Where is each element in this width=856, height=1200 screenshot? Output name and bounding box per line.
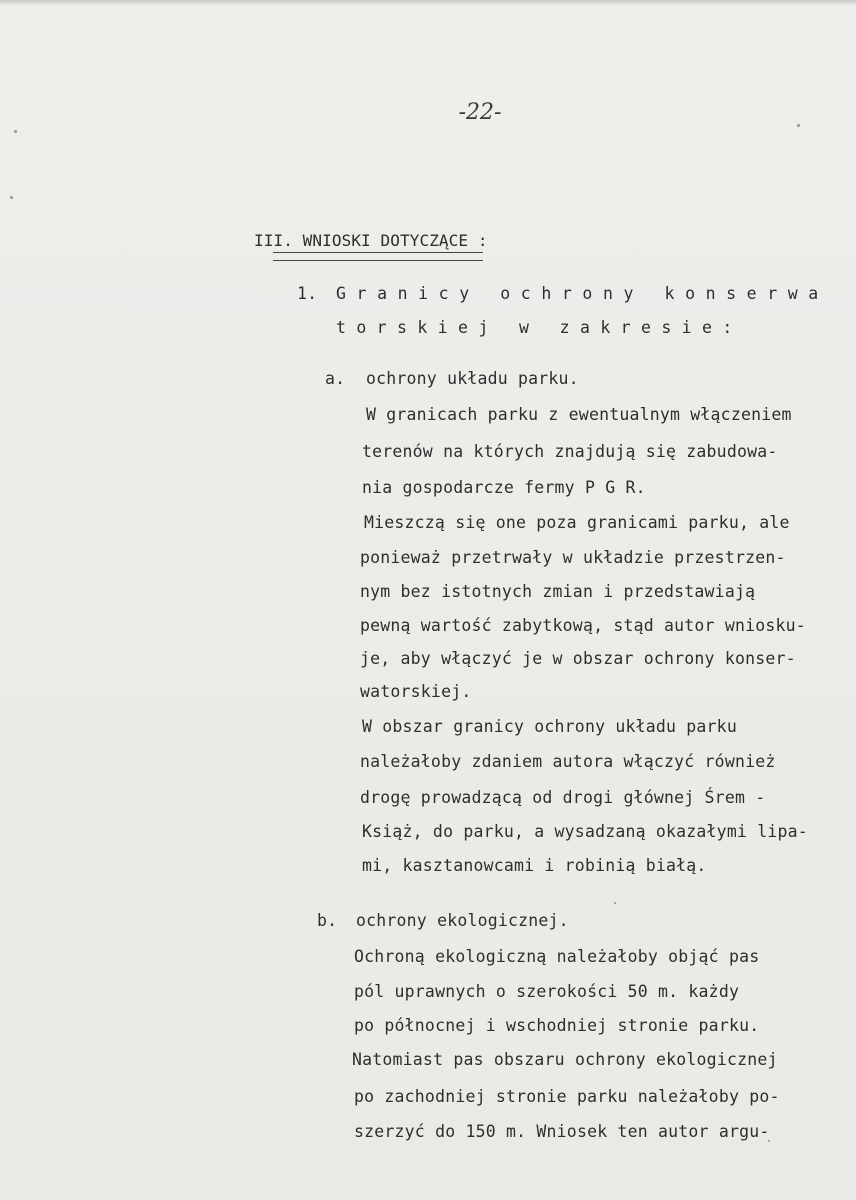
section-1-title-line-2: torskiej w zakresie: <box>336 318 743 337</box>
item-a-line: Mieszczą się one poza granicami parku, ale <box>364 513 790 532</box>
scan-speck <box>10 196 13 199</box>
item-a-line: nia gospodarcze fermy P G R. <box>362 478 646 497</box>
item-a-line: drogę prowadzącą od drogi głównej Śrem - <box>360 788 766 807</box>
section-1-title-line-1: Granicy ochrony konserwa <box>336 284 829 303</box>
item-a-marker: a. <box>325 369 346 388</box>
item-a-line: mi, kasztanowcami i robinią białą. <box>362 856 707 875</box>
page-number: -22- <box>458 100 502 125</box>
item-b-marker: b. <box>317 911 338 930</box>
section-heading: III. WNIOSKI DOTYCZĄCE : <box>254 231 488 250</box>
item-a-line: ponieważ przetrwały w układzie przestrzen- <box>360 548 786 567</box>
scan-speck <box>14 130 17 133</box>
item-a-line: terenów na których znajdują się zabudowa- <box>362 442 778 461</box>
item-a-line: watorskiej. <box>360 682 472 701</box>
scan-top-edge <box>0 0 856 6</box>
item-a-line: należałoby zdaniem autora włączyć również <box>360 752 776 771</box>
item-a-line: je, aby włączyć je w obszar ochrony konser- <box>360 649 796 668</box>
item-a-title: ochrony układu parku. <box>366 369 579 388</box>
item-b-line: Natomiast pas obszaru ochrony ekologicznej <box>352 1050 778 1069</box>
item-a-line: Książ, do parku, a wysadzaną okazałymi lipa- <box>362 822 808 841</box>
item-a-line: W granicach parku z ewentualnym włączeniem <box>366 405 792 424</box>
item-b-line: Ochroną ekologiczną należałoby objąć pas <box>354 947 760 966</box>
scan-speck <box>614 902 616 904</box>
item-b-line: szerzyć do 150 m. Wniosek ten autor argu- <box>354 1122 770 1141</box>
item-b-line: po północnej i wschodniej stronie parku. <box>354 1016 760 1035</box>
item-b-line: pól uprawnych o szerokości 50 m. każdy <box>354 982 740 1001</box>
item-a-line: pewną wartość zabytkową, stąd autor wniosku- <box>360 616 806 635</box>
item-b-title: ochrony ekologicznej. <box>356 911 569 930</box>
scan-speck <box>797 124 800 127</box>
section-1-number: 1. <box>297 284 318 303</box>
item-a-line: nym bez istotnych zmian i przedstawiają <box>360 582 756 601</box>
item-a-line: W obszar granicy ochrony układu parku <box>362 717 737 736</box>
item-b-line: po zachodniej stronie parku należałoby po- <box>354 1087 780 1106</box>
heading-double-underline <box>273 252 483 261</box>
